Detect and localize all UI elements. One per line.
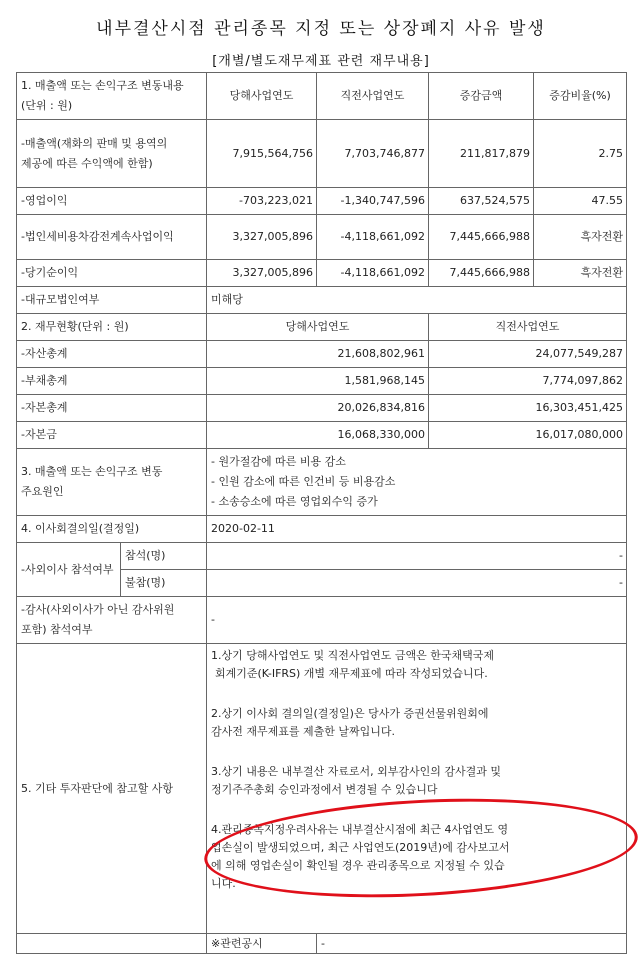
value-cell: 7,915,564,756 (207, 120, 317, 188)
page-subtitle: [개별/별도재무제표 관련 재무내용] (212, 54, 430, 69)
value-cell: -1,340,747,596 (317, 188, 429, 215)
value-cell: 2.75 (534, 120, 627, 188)
value-cell: 637,524,575 (429, 188, 534, 215)
auditor-label: -감사(사외이사가 아닌 감사위원 포함) 참석여부 (17, 597, 207, 644)
note-line: 회계기준(K-IFRS) 개별 재무제표에 따라 작성되었습니다. (215, 667, 488, 680)
sec2-col-current: 당해사업연도 (207, 314, 429, 341)
note-line: 4.관리종목지정우려사유는 내부결산시점에 최근 4사업연도 영 (211, 823, 509, 836)
value-cell: -4,118,661,092 (317, 215, 429, 260)
value-cell: 7,774,097,862 (429, 368, 627, 395)
value-cell: 흑자전환 (534, 215, 627, 260)
note-gap (211, 741, 622, 763)
note-line: 감사전 재무제표를 제출한 날짜입니다. (211, 725, 396, 738)
row-label: -당기순이익 (17, 260, 207, 287)
attend-label: 참석(명) (121, 543, 207, 570)
related-row (17, 934, 627, 954)
value-cell: 24,077,549,287 (429, 341, 627, 368)
value-cell: 7,445,666,988 (429, 215, 534, 260)
sec1-col-current: 당해사업연도 (207, 73, 317, 120)
note-gap (211, 799, 622, 821)
table-row (17, 120, 627, 188)
value-cell: 16,017,080,000 (429, 422, 627, 449)
sec4-label: 4. 이사회결의일(결정일) (17, 516, 207, 543)
value-cell: 211,817,879 (429, 120, 534, 188)
value-cell: 47.55 (534, 188, 627, 215)
board-date: 2020-02-11 (207, 516, 627, 543)
value-cell: 16,068,330,000 (207, 422, 429, 449)
sec1-header-row (17, 73, 627, 120)
disclosure-table (16, 72, 627, 954)
value-cell: 흑자전환 (534, 260, 627, 287)
note-gap (211, 683, 622, 705)
table-row (17, 422, 627, 449)
table-row (17, 395, 627, 422)
row-label: -대규모법인여부 (17, 287, 207, 314)
sec3-reasons (207, 449, 627, 516)
row-label: -자본금 (17, 422, 207, 449)
sec5-row (17, 644, 627, 934)
sec4-row (17, 516, 627, 543)
note-line: 정기주주총회 승인과정에서 변경될 수 있습니다 (211, 783, 438, 796)
sec1-col-previous: 직전사업연도 (317, 73, 429, 120)
note-line: 업손실이 발생되었으며, 최근 사업연도(2019년)에 감사보고서 (211, 841, 510, 854)
value-cell: 3,327,005,896 (207, 260, 317, 287)
reason-item: - 원가절감에 따른 비용 감소 (211, 455, 346, 468)
sec1-col-change: 증감금액 (429, 73, 534, 120)
value-cell: -703,223,021 (207, 188, 317, 215)
absent-label: 불참(명) (121, 570, 207, 597)
value-cell: 20,026,834,816 (207, 395, 429, 422)
related-label: ※관련공시 (207, 934, 317, 954)
sec1-label: 1. 매출액 또는 손익구조 변동내용(단위 : 원) (17, 73, 207, 120)
note-line: 에 의해 영업손실이 확인될 경우 관리종목으로 지정될 수 있습 (211, 859, 505, 872)
auditor-value: - (207, 597, 627, 644)
table-row (17, 260, 627, 287)
note-line: 3.상기 내용은 내부결산 자료로서, 외부감사인의 감사결과 및 (211, 765, 501, 778)
value-cell: 미해당 (207, 287, 627, 314)
note-line: 니다. (211, 877, 236, 890)
value-cell: 3,327,005,896 (207, 215, 317, 260)
table-row (17, 188, 627, 215)
related-spacer (17, 934, 207, 954)
sec3-label: 3. 매출액 또는 손익구조 변동 주요원인 (17, 449, 207, 516)
absent-value: - (207, 570, 627, 597)
row-label: -영업이익 (17, 188, 207, 215)
sec2-col-previous: 직전사업연도 (429, 314, 627, 341)
outside-director-row (17, 543, 627, 570)
value-cell: 7,445,666,988 (429, 260, 534, 287)
row-label: -법인세비용차감전계속사업이익 (17, 215, 207, 260)
reason-item: - 인원 감소에 따른 인건비 등 비용감소 (211, 475, 396, 488)
sec2-label: 2. 재무현황(단위 : 원) (17, 314, 207, 341)
table-row (17, 368, 627, 395)
sec5-label: 5. 기타 투자판단에 참고할 사항 (17, 644, 207, 934)
sec3-row (17, 449, 627, 516)
row-label: -자산총계 (17, 341, 207, 368)
value-cell: 1,581,968,145 (207, 368, 429, 395)
table-row (17, 341, 627, 368)
auditor-row (17, 597, 627, 644)
table-row (17, 287, 627, 314)
sec2-header-row (17, 314, 627, 341)
note-line: 1.상기 당해사업연도 및 직전사업연도 금액은 한국채택국제 (211, 649, 494, 662)
outside-director-label: -사외이사 참석여부 (17, 543, 121, 597)
related-value: - (317, 934, 627, 954)
table-row (17, 215, 627, 260)
reason-item: - 소송승소에 따른 영업외수익 증가 (211, 495, 378, 508)
page-title: 내부결산시점 관리종목 지정 또는 상장폐지 사유 발생 (96, 19, 546, 39)
row-label: -부채총계 (17, 368, 207, 395)
value-cell: -4,118,661,092 (317, 260, 429, 287)
value-cell: 7,703,746,877 (317, 120, 429, 188)
attend-value: - (207, 543, 627, 570)
note-line: 2.상기 이사회 결의일(결정일)은 당사가 증권선물위원회에 (211, 707, 489, 720)
value-cell: 16,303,451,425 (429, 395, 627, 422)
value-cell: 21,608,802,961 (207, 341, 429, 368)
sec1-col-rate: 증감비율(%) (534, 73, 627, 120)
sec5-notes (207, 644, 627, 934)
row-label: -자본총계 (17, 395, 207, 422)
row-label: -매출액(재화의 판매 및 용역의 제공에 따른 수익액에 한함) (17, 120, 207, 188)
